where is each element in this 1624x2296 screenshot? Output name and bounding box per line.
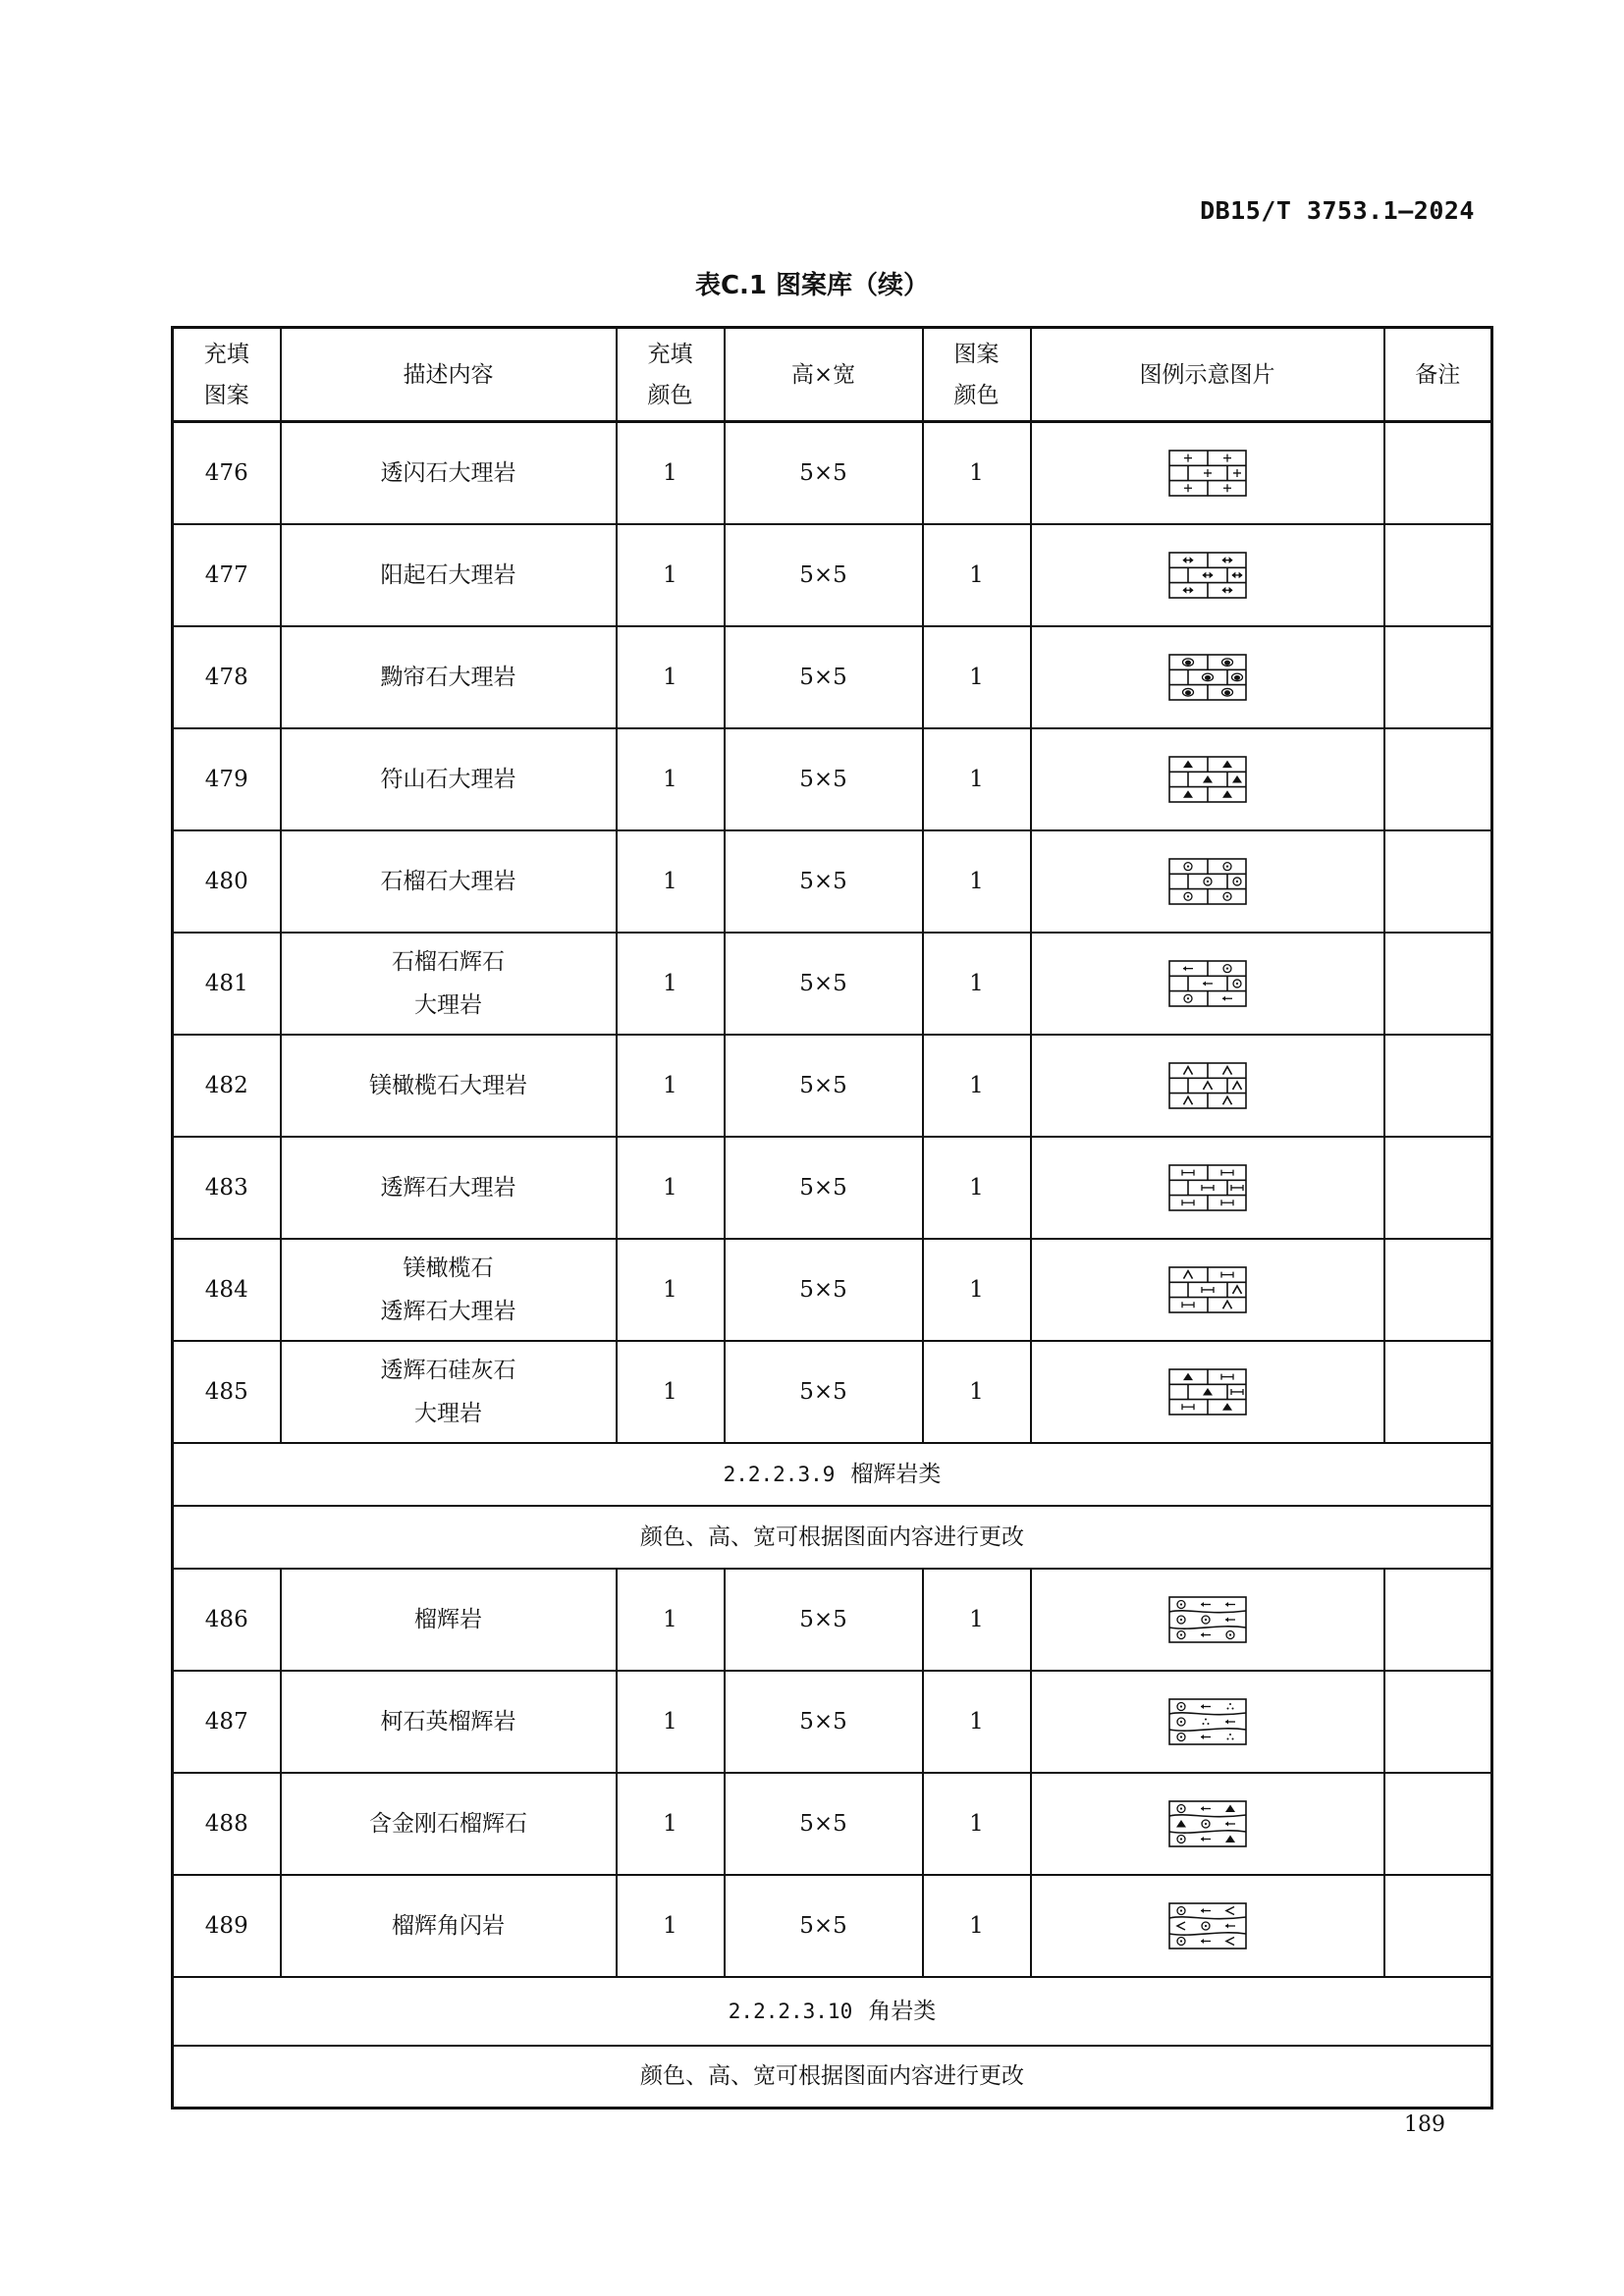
- marble-triangle-icon: [1168, 756, 1247, 803]
- marble-circle-icon: [1168, 858, 1247, 905]
- description: [281, 1773, 617, 1875]
- description: [281, 933, 617, 1035]
- table-row: [173, 1137, 1492, 1239]
- table-row: [173, 830, 1492, 933]
- pattern-id: 482: [173, 1035, 281, 1137]
- pattern-id: 489: [173, 1875, 281, 1977]
- fill-color: 1: [617, 626, 725, 728]
- description: [281, 422, 617, 524]
- remarks: [1384, 1035, 1492, 1137]
- col-header-fill-pattern: 充填 图案: [173, 328, 281, 422]
- remarks: [1384, 728, 1492, 830]
- pattern-color: 1: [923, 1137, 1031, 1239]
- section-note: 颜色、高、宽可根据图面内容进行更改: [173, 1506, 1492, 1569]
- size: 5×5: [725, 524, 923, 626]
- legend-image: [1031, 1875, 1384, 1977]
- description-line: 透辉石大理岩: [380, 1174, 516, 1201]
- description: [281, 1035, 617, 1137]
- marble-triangle-bar-icon: [1168, 1368, 1247, 1415]
- description: [281, 1341, 617, 1443]
- fill-color: 1: [617, 1875, 725, 1977]
- marble-bar-icon: [1168, 1164, 1247, 1211]
- description-line: 石榴石辉石: [392, 948, 505, 975]
- description-line: 镁橄榄石: [403, 1255, 494, 1281]
- diamond-eclogite-icon: [1168, 1800, 1247, 1847]
- pattern-id: 480: [173, 830, 281, 933]
- table-header-row: [173, 328, 1492, 422]
- description-line: 榴辉角闪岩: [392, 1912, 505, 1939]
- size: 5×5: [725, 1875, 923, 1977]
- description-line: 含金刚石榴辉石: [369, 1810, 527, 1837]
- pattern-id: 481: [173, 933, 281, 1035]
- fill-color: 1: [617, 1341, 725, 1443]
- table-row: [173, 422, 1492, 524]
- remarks: [1384, 1875, 1492, 1977]
- pattern-id: 487: [173, 1671, 281, 1773]
- table-row: [173, 524, 1492, 626]
- legend-image: [1031, 1239, 1384, 1341]
- description-line: 榴辉岩: [414, 1606, 482, 1632]
- pattern-color: 1: [923, 1239, 1031, 1341]
- table-title: 表C.1 图案库（续）: [694, 271, 930, 300]
- remarks: [1384, 1569, 1492, 1671]
- section-heading: 2.2.2.3.9 榴辉岩类: [173, 1443, 1492, 1506]
- pattern-id: 485: [173, 1341, 281, 1443]
- remarks: [1384, 626, 1492, 728]
- size: 5×5: [725, 626, 923, 728]
- legend-image: [1031, 524, 1384, 626]
- legend-image: [1031, 1773, 1384, 1875]
- description-line: 大理岩: [414, 1400, 482, 1426]
- section-note-row: [173, 1506, 1492, 1569]
- size: 5×5: [725, 830, 923, 933]
- fill-color: 1: [617, 728, 725, 830]
- fill-color: 1: [617, 933, 725, 1035]
- table-row: [173, 1671, 1492, 1773]
- marble-caret-bar-icon: [1168, 1266, 1247, 1313]
- section-heading-row: [173, 1977, 1492, 2046]
- description-line: 阳起石大理岩: [380, 561, 516, 588]
- fill-color: 1: [617, 1569, 725, 1671]
- legend-image: [1031, 1137, 1384, 1239]
- section-heading: 2.2.2.3.10 角岩类: [173, 1977, 1492, 2046]
- marble-circle-arrow-icon: [1168, 960, 1247, 1007]
- coesite-eclogite-icon: [1168, 1698, 1247, 1745]
- legend-image: [1031, 728, 1384, 830]
- pattern-id: 483: [173, 1137, 281, 1239]
- pattern-id: 478: [173, 626, 281, 728]
- fill-color: 1: [617, 422, 725, 524]
- col-header-pattern-color: 图案 颜色: [923, 328, 1031, 422]
- remarks: [1384, 933, 1492, 1035]
- size: 5×5: [725, 1239, 923, 1341]
- description: [281, 728, 617, 830]
- table-row: [173, 933, 1492, 1035]
- size: 5×5: [725, 1035, 923, 1137]
- section-note: 颜色、高、宽可根据图面内容进行更改: [173, 2046, 1492, 2109]
- remarks: [1384, 524, 1492, 626]
- pattern-color: 1: [923, 1341, 1031, 1443]
- remarks: [1384, 1341, 1492, 1443]
- table-row: [173, 1773, 1492, 1875]
- page-number: 189: [1404, 2112, 1445, 2137]
- marble-plus-icon: [1168, 450, 1247, 497]
- col-header-remarks: 备注: [1384, 328, 1492, 422]
- description-line: 透闪石大理岩: [380, 459, 516, 486]
- fill-color: 1: [617, 524, 725, 626]
- pattern-color: 1: [923, 1875, 1031, 1977]
- section-note-row: [173, 2046, 1492, 2109]
- description-line: 镁橄榄石大理岩: [369, 1072, 527, 1098]
- document-code: DB15/T 3753.1—2024: [1200, 196, 1475, 225]
- table-row: [173, 1875, 1492, 1977]
- pattern-library-table: [171, 326, 1493, 2109]
- legend-image: [1031, 830, 1384, 933]
- table-row: [173, 1341, 1492, 1443]
- description: [281, 830, 617, 933]
- size: 5×5: [725, 422, 923, 524]
- pattern-color: 1: [923, 1035, 1031, 1137]
- pattern-id: 484: [173, 1239, 281, 1341]
- pattern-color: 1: [923, 1569, 1031, 1671]
- col-header-fill-color: 充填 颜色: [617, 328, 725, 422]
- pattern-id: 488: [173, 1773, 281, 1875]
- description-line: 大理岩: [414, 991, 482, 1018]
- pattern-color: 1: [923, 830, 1031, 933]
- remarks: [1384, 1773, 1492, 1875]
- description-line: 石榴石大理岩: [380, 868, 516, 894]
- description-line: 透辉石大理岩: [380, 1298, 516, 1324]
- fill-color: 1: [617, 1773, 725, 1875]
- legend-image: [1031, 1671, 1384, 1773]
- pattern-id: 486: [173, 1569, 281, 1671]
- pattern-color: 1: [923, 422, 1031, 524]
- pattern-id: 477: [173, 524, 281, 626]
- marble-caret-icon: [1168, 1062, 1247, 1109]
- size: 5×5: [725, 1671, 923, 1773]
- description-line: 柯石英榴辉岩: [380, 1708, 516, 1735]
- remarks: [1384, 830, 1492, 933]
- marble-double-arrow-icon: [1168, 552, 1247, 599]
- table-row: [173, 728, 1492, 830]
- fill-color: 1: [617, 1035, 725, 1137]
- legend-image: [1031, 1035, 1384, 1137]
- pattern-color: 1: [923, 728, 1031, 830]
- col-header-description: 描述内容: [281, 328, 617, 422]
- pattern-color: 1: [923, 524, 1031, 626]
- description: [281, 1671, 617, 1773]
- legend-image: [1031, 422, 1384, 524]
- description-line: 透辉石硅灰石: [380, 1357, 516, 1383]
- table-row: [173, 1239, 1492, 1341]
- col-header-size: 高×宽: [725, 328, 923, 422]
- size: 5×5: [725, 933, 923, 1035]
- eclogite-icon: [1168, 1596, 1247, 1643]
- description: [281, 1239, 617, 1341]
- table-row: [173, 1035, 1492, 1137]
- remarks: [1384, 1137, 1492, 1239]
- pattern-color: 1: [923, 1671, 1031, 1773]
- pattern-id: 479: [173, 728, 281, 830]
- fill-color: 1: [617, 1239, 725, 1341]
- remarks: [1384, 1239, 1492, 1341]
- description-line: 符山石大理岩: [380, 766, 516, 792]
- size: 5×5: [725, 1773, 923, 1875]
- size: 5×5: [725, 1341, 923, 1443]
- pattern-color: 1: [923, 626, 1031, 728]
- legend-image: [1031, 1341, 1384, 1443]
- size: 5×5: [725, 728, 923, 830]
- legend-image: [1031, 626, 1384, 728]
- table-row: [173, 626, 1492, 728]
- pattern-id: 476: [173, 422, 281, 524]
- legend-image: [1031, 1569, 1384, 1671]
- size: 5×5: [725, 1137, 923, 1239]
- col-header-legend-image: 图例示意图片: [1031, 328, 1384, 422]
- description: [281, 1137, 617, 1239]
- size: 5×5: [725, 1569, 923, 1671]
- pattern-color: 1: [923, 933, 1031, 1035]
- legend-image: [1031, 933, 1384, 1035]
- description: [281, 524, 617, 626]
- fill-color: 1: [617, 1137, 725, 1239]
- description: [281, 1569, 617, 1671]
- description: [281, 1875, 617, 1977]
- fill-color: 1: [617, 1671, 725, 1773]
- table-row: [173, 1569, 1492, 1671]
- section-heading-row: [173, 1443, 1492, 1506]
- description-line: 黝帘石大理岩: [380, 664, 516, 690]
- pattern-color: 1: [923, 1773, 1031, 1875]
- description: [281, 626, 617, 728]
- eclogite-amphibolite-icon: [1168, 1902, 1247, 1949]
- fill-color: 1: [617, 830, 725, 933]
- marble-eye-icon: [1168, 654, 1247, 701]
- remarks: [1384, 422, 1492, 524]
- remarks: [1384, 1671, 1492, 1773]
